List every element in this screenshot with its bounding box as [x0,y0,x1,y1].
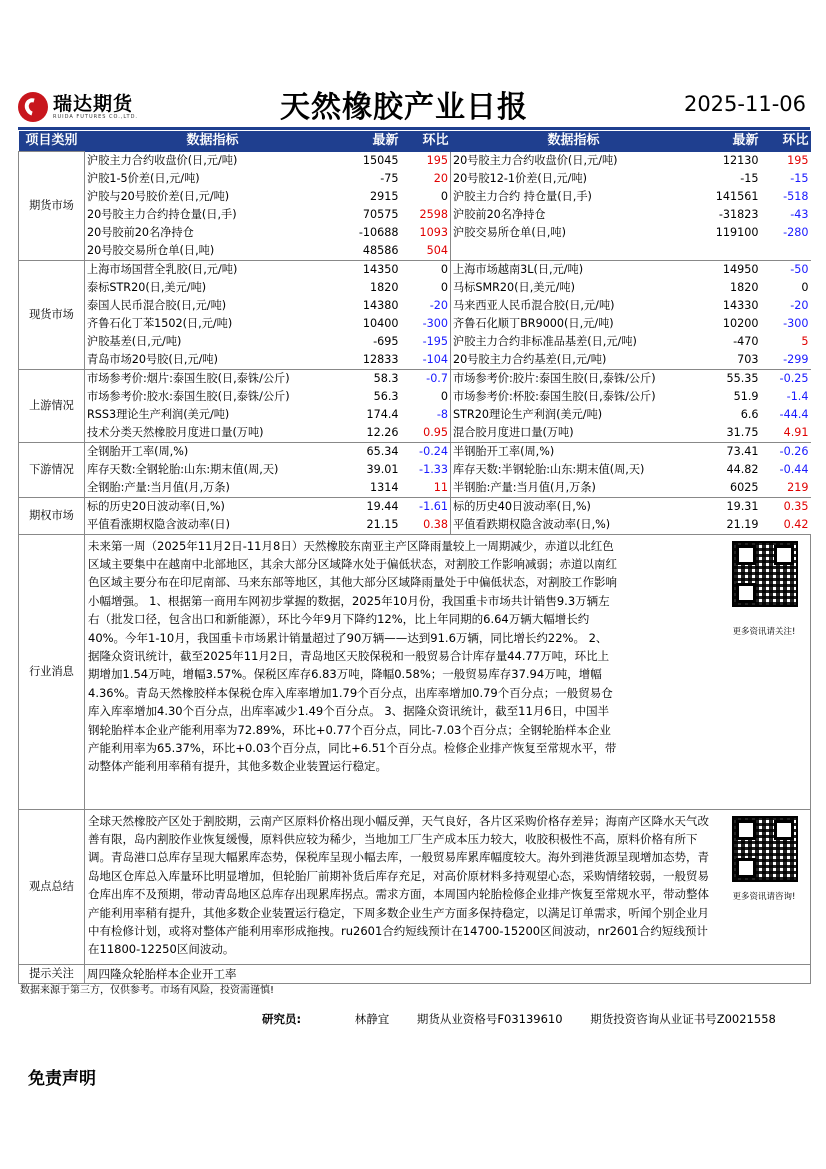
metric-change: -299 [761,351,811,370]
metric-name: 泰标STR20(日,美元/吨) [87,280,207,294]
metric-value: 55.35 [726,371,759,385]
metric-value: 70575 [362,207,399,221]
table-row [19,224,811,242]
metric-name: 20号胶交易所仓单(日,吨) [85,242,341,261]
metric-name: 市场参考价:胶片:泰国生胶(日,泰铢/公斤) [451,369,697,388]
metric-value: -10688 [358,225,399,239]
col-header: 最新 [341,131,401,152]
metric-name: 上海市场越南3L(日,元/吨) [451,260,697,279]
metric-change: -20 [790,298,809,312]
metric-name: 市场参考价:杯胶:泰国生胶(日,泰铢/公斤) [451,388,697,406]
col-header: 环比 [401,131,451,152]
metric-change: 0.42 [761,516,811,535]
view-text: 全球天然橡胶产区处于割胶期，云南产区原料价格出现小幅反弹，天气良好，各片区采购价格存差异；海南产区降水天气改善有限，岛内割胶作业恢复缓慢，原料供应较为稀少，当地加工厂生产成本压力较大，收胶积极性不高，原料价格有所下调。青岛港口总库存呈现大幅累库态势，保税库呈现小幅去库，一般贸易库累库幅度较大。海外到港货源呈现增加态势，青岛地区仓库总入库量环比明显增加，但轮胎厂前期补货后库存充足，对高价原材料多持观望心态，采购情绪较弱，一般贸易仓库出库不及预期，带动青岛地区总库存出现累库拐点。需求方面，本周国内轮胎检修企业排产恢复至常规水平，带动整体产能利用率稍有提升，其他多数企业装置运行稳定，下周多数企业生产方面多保持稳定，以满足订单需求，听闻个别企业月中有检修计划，或将对整体产能利用率形成拖拽。ru2601合约短线预计在14700-15200区间波动，nr2601合约短线预计在11800-12250区间波动。 [88,813,709,957]
company-logo [18,90,138,124]
table-row [19,369,811,388]
report-header [18,80,810,130]
col-header: 最新 [697,131,761,152]
metric-value: 12130 [722,153,759,167]
qr-code-icon [732,541,798,607]
table-row [19,333,811,351]
metric-change: -1.33 [419,462,448,476]
metric-value: 119100 [715,225,759,239]
metric-value: 14380 [362,298,399,312]
metric-value: 12833 [341,351,401,370]
logo-name: 瑞达期货 [53,93,134,115]
metric-change: 195 [787,153,809,167]
metric-value: 51.9 [733,389,759,403]
table-row [19,152,811,170]
section-label: 期权市场 [19,497,85,534]
metric-value: -75 [380,171,399,185]
table-row [19,351,811,370]
table-row [19,461,811,479]
metric-change: -195 [422,334,448,348]
metric-change: -280 [783,225,809,239]
metric-value: 56.3 [373,389,399,403]
metric-value: 15045 [362,153,399,167]
metric-name: 沪胶主力合约收盘价(日,元/吨) [87,153,238,167]
metric-value: 6025 [697,479,761,498]
metric-value: -31823 [718,207,759,221]
metric-change: -300 [422,316,448,330]
metric-change: -518 [783,189,809,203]
metric-change: -44.4 [779,407,809,421]
metric-change: -15 [790,171,809,185]
metric-name: 全钢胎:产量:当月值(月,万条) [85,479,341,498]
table-row [19,516,811,535]
metric-change: 0.95 [401,424,451,443]
metric-value: -15 [740,171,759,185]
table-row [19,479,811,498]
metric-value: 703 [697,351,761,370]
view-row [19,809,811,964]
metric-value: 31.75 [697,424,761,443]
metric-change: 1093 [419,225,448,239]
metric-name: 沪胶主力合约非标准品基差(日,元/吨) [451,333,697,351]
metric-change [761,242,811,261]
metric-value: -470 [733,334,759,348]
report-date: 2025-11-06 [683,92,806,116]
metric-change: -0.26 [779,444,809,458]
table-row [19,406,811,424]
signature-line [262,1011,800,1027]
metric-name: STR20理论生产利润(美元/吨) [451,406,697,424]
metric-value: 14330 [722,298,759,312]
ruida-logo-icon [18,92,48,122]
metric-value: 73.41 [726,444,759,458]
metric-value [697,242,761,261]
metric-change: 0 [440,280,448,294]
metric-name: 半钢胎:产量:当月值(月,万条) [451,479,697,498]
metric-change: -50 [790,262,809,276]
section-label: 现货市场 [19,260,85,369]
metric-name: 20号胶主力合约持仓量(日,手) [87,207,237,221]
metric-change: -1.4 [786,389,809,403]
qr-caption: 更多资讯请关注! [732,626,796,637]
metric-change: -43 [790,207,809,221]
col-header: 环比 [761,131,811,152]
table-row [19,388,811,406]
metric-value: 2915 [370,189,399,203]
metric-change: 0 [801,280,809,294]
metric-name: 技术分类天然橡胶月度进口量(万吨) [85,424,341,443]
metric-value: 174.4 [366,407,399,421]
metric-name: 半钢胎开工率(周,%) [451,442,697,461]
section-label: 观点总结 [19,809,85,964]
section-label: 提示关注 [19,964,85,983]
metric-name: 市场参考价:胶水:泰国生胶(日,泰铢/公斤) [87,389,290,403]
metric-name: 20号胶前20名净持仓 [87,225,194,239]
metric-value: 10200 [722,316,759,330]
metric-name: 20号胶主力合约收盘价(日,元/吨) [451,152,697,170]
metric-name: 库存天数:全钢轮胎:山东:期末值(周,天) [87,462,279,476]
license-number: 期货从业资格号F03139610 [416,1012,563,1026]
metric-name: 沪胶前20名净持仓 [451,206,697,224]
metric-change: 4.91 [761,424,811,443]
metric-change: -0.44 [779,462,809,476]
metric-value: 44.82 [726,462,759,476]
metric-name: 20号胶主力合约基差(日,元/吨) [451,351,697,370]
col-header: 数据指标 [85,131,341,152]
metric-value: 58.3 [373,371,399,385]
table-row [19,279,811,297]
metric-value: 65.34 [366,444,399,458]
metric-name: 上海市场国营全乳胶(日,元/吨) [87,262,238,276]
table-row [19,242,811,261]
metric-change: -300 [783,316,809,330]
metric-name: 市场参考价:烟片:泰国生胶(日,泰铢/公斤) [87,371,290,385]
table-row [19,297,811,315]
metric-value: 14950 [722,262,759,276]
news-row [19,534,811,809]
metric-value: 48586 [341,242,401,261]
table-row [19,497,811,516]
metric-name: 齐鲁石化顺丁BR9000(日,元/吨) [451,315,697,333]
metric-name: 马标SMR20(日,美元/吨) [451,279,697,297]
metric-name: 标的历史40日波动率(日,%) [451,497,697,516]
metric-value: 1820 [370,280,399,294]
tip-text: 周四隆众轮胎样本企业开工率 [85,964,811,983]
metric-change: 11 [401,479,451,498]
metric-value: 21.15 [341,516,401,535]
metric-change: -8 [436,407,448,421]
metric-name: 泰国人民币混合胶(日,元/吨) [87,298,227,312]
table-row [19,188,811,206]
metric-change: 195 [426,153,448,167]
table-row [19,424,811,443]
metric-value: 10400 [362,316,399,330]
metric-change: 504 [401,242,451,261]
metric-change: 219 [761,479,811,498]
metric-change: -1.61 [419,499,448,513]
metric-name: RSS3理论生产利润(美元/吨) [87,407,230,421]
metric-change: 5 [801,334,809,348]
qr-caption: 更多资讯请咨询! [732,891,796,902]
metric-change: -20 [429,298,448,312]
table-header-row [19,131,811,152]
footnote: 数据来源于第三方，仅供参考。市场有风险，投资需谨慎! [20,985,275,996]
table-row [19,170,811,188]
section-label: 上游情况 [19,369,85,442]
metric-name: 齐鲁石化丁苯1502(日,元/吨) [87,316,233,330]
data-table [18,131,811,984]
researcher-name: 林静宜 [354,1012,390,1026]
section-label: 下游情况 [19,442,85,497]
metric-value: 21.19 [697,516,761,535]
metric-value: 19.44 [366,499,399,513]
metric-name: 全钢胎开工率(周,%) [87,444,189,458]
qr-code-icon [732,816,798,882]
table-row [19,442,811,461]
metric-name: 20号胶12-1价差(日,元/吨) [451,170,697,188]
metric-name: 平值看涨期权隐含波动率(日) [85,516,341,535]
report-title: 天然橡胶产业日报 [280,90,528,125]
table-row [19,260,811,279]
table-row [19,315,811,333]
metric-change: 0.38 [401,516,451,535]
metric-name [451,242,697,261]
section-label: 期货市场 [19,152,85,261]
metric-value: 1820 [730,280,759,294]
metric-change: 0 [440,189,448,203]
metric-name: 青岛市场20号胶(日,元/吨) [85,351,341,370]
metric-change: -0.7 [426,371,448,385]
metric-change: 2598 [419,207,448,221]
table-row [19,206,811,224]
col-header: 项目类别 [19,131,85,152]
metric-name: 沪胶基差(日,元/吨) [87,334,182,348]
metric-value: 1314 [341,479,401,498]
col-header: 数据指标 [451,131,697,152]
logo-en: RUIDA FUTURES CO.,LTD. [53,114,139,120]
metric-name: 沪胶主力合约 持仓量(日,手) [451,188,697,206]
metric-value: 19.31 [726,499,759,513]
metric-value: 6.6 [740,407,759,421]
consult-license-number: 期货投资咨询从业证书号Z0021558 [590,1012,776,1026]
metric-name: 沪胶交易所仓单(日,吨) [451,224,697,242]
metric-name: 马来西亚人民币混合胶(日,元/吨) [451,297,697,315]
metric-name: 标的历史20日波动率(日,%) [87,499,225,513]
metric-value: 39.01 [366,462,399,476]
disclaimer-heading: 免责声明 [28,1069,96,1089]
metric-change: 0 [440,262,448,276]
header-rule [18,127,810,130]
metric-value: 14350 [362,262,399,276]
metric-value: 12.26 [341,424,401,443]
metric-value: 141561 [715,189,759,203]
metric-change: -0.25 [779,371,809,385]
metric-change: 0.35 [783,499,809,513]
metric-value: -695 [373,334,399,348]
metric-name: 库存天数:半钢轮胎:山东:期末值(周,天) [451,461,697,479]
metric-change: 0 [440,389,448,403]
metric-change: -0.24 [419,444,448,458]
researcher-label: 研究员: [262,1012,302,1026]
metric-change: 20 [433,171,448,185]
metric-name: 沪胶与20号胶价差(日,元/吨) [87,189,230,203]
news-text: 未来第一周（2025年11月2日-11月8日）天然橡胶东南亚主产区降雨量较上一周期减少，赤道以北红色区域主要集中在越南中北部地区，其余大部分区域降水处于偏低状态，对割胶工作影响减弱；赤道以南红色区域主要分布在印尼南部、马来东部等地区，其他大部分区域降雨量处于中偏低状态，对割胶工作影响小幅增强。 1、根据第一商用车网初步掌握的数据，2025年10月份，我国重卡市场共计销售9.3万辆左右（批发口径，包含出口和新能源），环比今年9月下降约12%，比上年同期的6.64万辆大幅增长约40%。今年1-10月，我国重卡市场累计销量超过了90万辆——达到91.6万辆，同比增长约22%。 2、据隆众资讯统计，截至2025年11月2日，青岛地区天胶保税和一般贸易合计库存量44.77万吨，环比上期增加1.54万吨，增幅3.57%。保税区库存6.83万吨，降幅0.58%；一般贸易库存37.94万吨，增幅4.36%。青岛天然橡胶样本保税仓库入库率增加1.79个百分点，出库率增加0.79个百分点；一般贸易仓库入库率增加4.30个百分点，出库率减少1.49个百分点。 3、据隆众资讯统计，截至11月6日，中国半钢轮胎样本企业产能利用率为72.89%，环比+0.77个百分点，同比-7.03个百分点；全钢轮胎样本企业产能利用率为65.37%，环比+0.03个百分点，同比+6.51个百分点。检修企业排产恢复至常规水平，带动整体产能利用率稍有提升，其他多数企业装置运行稳定。 [88,538,617,774]
metric-change: -104 [401,351,451,370]
metric-name: 平值看跌期权隐含波动率(日,%) [451,516,697,535]
metric-name: 沪胶1-5价差(日,元/吨) [87,171,200,185]
metric-name: 混合胶月度进口量(万吨) [451,424,697,443]
section-label: 行业消息 [19,534,85,809]
